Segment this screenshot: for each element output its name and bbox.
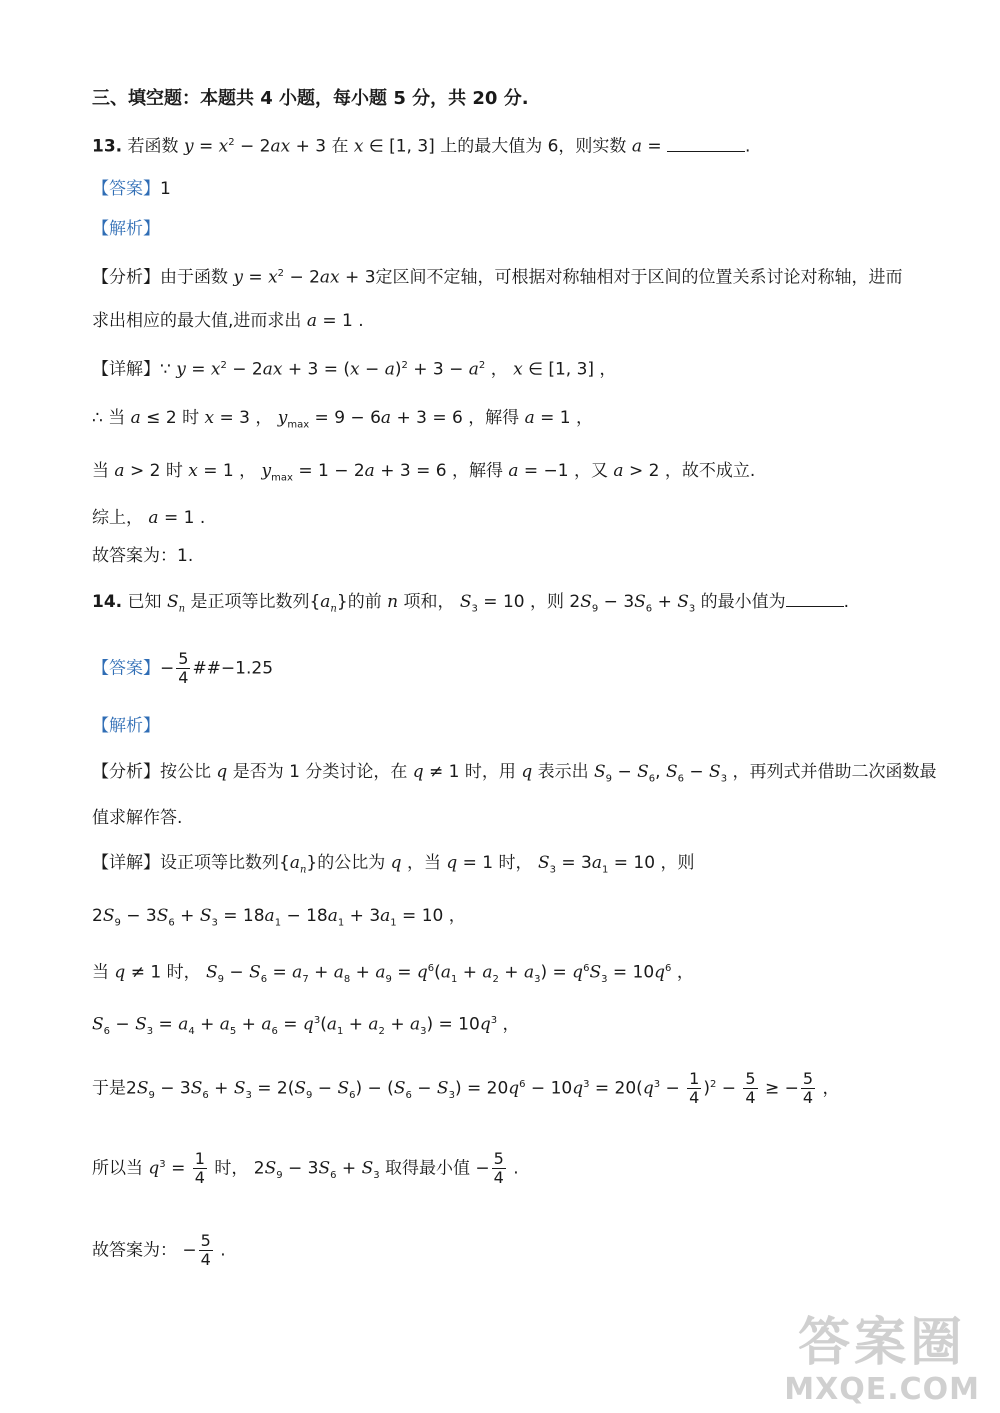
- q14-detail-3: 当 q ≠ 1 时， $S_9 - S_6 = a_7 + a_8 + a_9 = q^6(a_1 + a_2 + a_3) = q^6S_3 = 10q^6$ ，: [92, 962, 694, 986]
- q14-analysis-tag: 【解析】: [92, 716, 160, 736]
- q13-case-1: ∴ 当 a ≤ 2 时 x = 3 ， $y_{max} = 9 - 6a + 3 = 6$ ，解得 a = 1 ，: [92, 408, 594, 431]
- watermark-logo: 答案圈: [798, 1313, 967, 1373]
- q14-answer: 【答案】− $\frac{5}{4}$ ##−1.25: [92, 649, 274, 687]
- q13-case-2: 当 a > 2 时 x = 1 ， $y_{max} = 1 - 2a + 3 = 6$ ，解得 a = −1 ，又 a > 2 ，故不成立.: [92, 461, 756, 484]
- q13-fenxi-2: 求出相应的最大值,进而求出 a = 1 .: [92, 311, 364, 331]
- q14-final: 故答案为： − $\frac{5}{4}$ .: [92, 1231, 226, 1269]
- answer-blank: [786, 590, 844, 607]
- q14-detail-1: 【详解】设正项等比数列$\{a_n\}$的公比为 q ，当 q = 1 时， $S_3 = 3a_1 = 10$ ，则: [92, 853, 695, 876]
- q14-detail-4: $S_6 - S_3 = a_4 + a_5 + a_6 = q^3(a_1 + a_2 + a_3) = 10q^3$ ，: [92, 1014, 520, 1038]
- question-13: 13. 若函数 $y = x^2 - 2ax + 3$ 在 x ∈ [1, 3] 上的最大值为 6，则实数 a = .: [92, 136, 751, 157]
- watermark: [784, 1314, 980, 1407]
- section-title: 三、填空题：本题共 4 小题，每小题 5 分，共 20 分.: [92, 88, 529, 109]
- question-14: 14. 已知 $S_n$ 是正项等比数列$\{a_n\}$的前 n 项和， $S_3 = 10$ ，则 $2S_9 - 3S_6 + S_3$ 的最小值为 .: [92, 592, 850, 615]
- q13-final: 故答案为：1.: [92, 546, 194, 566]
- watermark-text: MXQE.COM: [784, 1372, 980, 1407]
- q14-fenxi-1: 【分析】按公比 q 是否为 1 分类讨论，在 q ≠ 1 时，用 q 表示出 $S_9 - S_6$, $S_6 - S_3$ ，再列式并借助二次函数最: [92, 762, 937, 785]
- q13-fenxi-1: 【分析】由于函数 $y = x^2 - 2ax + 3$定区间不定轴，可根据对称轴相对于区间的位置关系讨论对称轴，进而: [92, 267, 903, 288]
- q13-analysis-tag: 【解析】: [92, 219, 160, 239]
- q13-summary: 综上， a = 1 .: [92, 508, 206, 528]
- q14-detail-5: 于是$2S_9 - 3S_6 + S_3 = 2(S_9 - S_6) - (S_6 - S_3) = 20q^6 - 10q^3 = 20(q^3$ − $\frac{1}{4}$ )$^2$ − $\frac{5}{4}$ ≥ − $\frac{5}{4}$ ，: [92, 1069, 840, 1107]
- q14-fenxi-2: 值求解作答.: [92, 808, 183, 828]
- q13-answer: 【答案】1: [92, 179, 171, 199]
- q13-detail-1: 【详解】∵ $y = x^2 - 2ax + 3 = (x - a)^2 + 3 - a^2$ ， x ∈ [1, 3] ，: [92, 359, 617, 380]
- answer-blank: [667, 135, 745, 152]
- q14-detail-2: $2S_9 - 3S_6 + S_3 = 18a_1 - 18a_1 + 3a_1 = 10$ ，: [92, 906, 466, 929]
- q14-detail-6: 所以当 $q^3$ = $\frac{1}{4}$ 时， $2S_9 - 3S_6 + S_3$ 取得最小值 − $\frac{5}{4}$ .: [92, 1149, 519, 1187]
